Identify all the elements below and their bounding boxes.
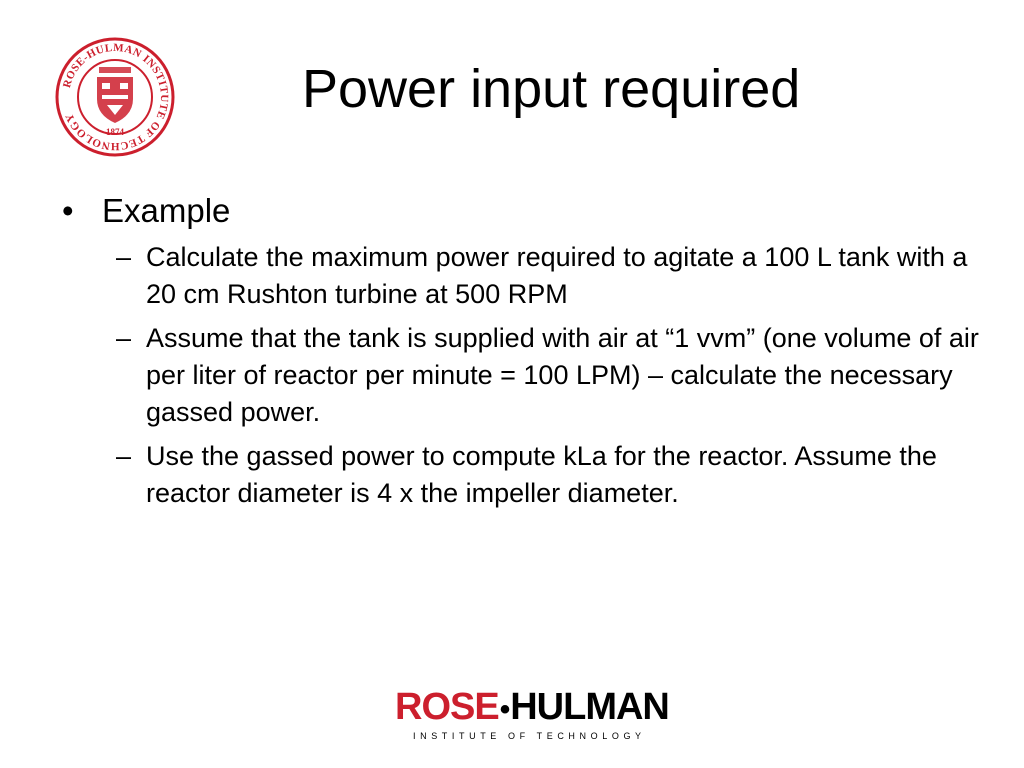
rose-hulman-seal-logo bbox=[55, 37, 175, 157]
rose-hulman-wordmark-logo bbox=[395, 686, 669, 741]
sub-bullet-text: Assume that the tank is supplied with air at “1 vvm” (one volume of air per liter of reactor per minute = 100 LPM) – calculate the necessary gassed power. bbox=[146, 323, 979, 427]
bullet-item bbox=[62, 191, 982, 512]
bullet-marker: • bbox=[62, 192, 74, 229]
slide-content bbox=[62, 191, 982, 519]
seal-ring-text: ROSE-HULMAN INSTITUTE OF TECHNOLOGY bbox=[60, 41, 171, 153]
seal-year: 1874 bbox=[106, 127, 124, 137]
sub-bullet-item bbox=[116, 239, 982, 313]
bullet-text: Example bbox=[102, 192, 231, 229]
logo-dot: • bbox=[499, 693, 510, 726]
logo-subtitle: INSTITUTE OF TECHNOLOGY bbox=[413, 731, 646, 741]
dash-marker: – bbox=[116, 441, 132, 471]
dash-marker: – bbox=[116, 323, 132, 353]
slide-title: Power input required bbox=[302, 59, 801, 119]
logo-hulman-text: HULMAN bbox=[510, 686, 669, 728]
sub-bullet-item bbox=[116, 320, 982, 431]
sub-bullet-list bbox=[62, 239, 982, 512]
logo-rose-text: ROSE bbox=[395, 686, 499, 728]
dash-marker: – bbox=[116, 242, 132, 272]
sub-bullet-text: Use the gassed power to compute kLa for the reactor. Assume the reactor diameter is 4 x the impeller diameter. bbox=[146, 441, 937, 508]
sub-bullet-item bbox=[116, 438, 982, 512]
sub-bullet-text: Calculate the maximum power required to agitate a 100 L tank with a 20 cm Rushton turbine at 500 RPM bbox=[146, 242, 968, 309]
